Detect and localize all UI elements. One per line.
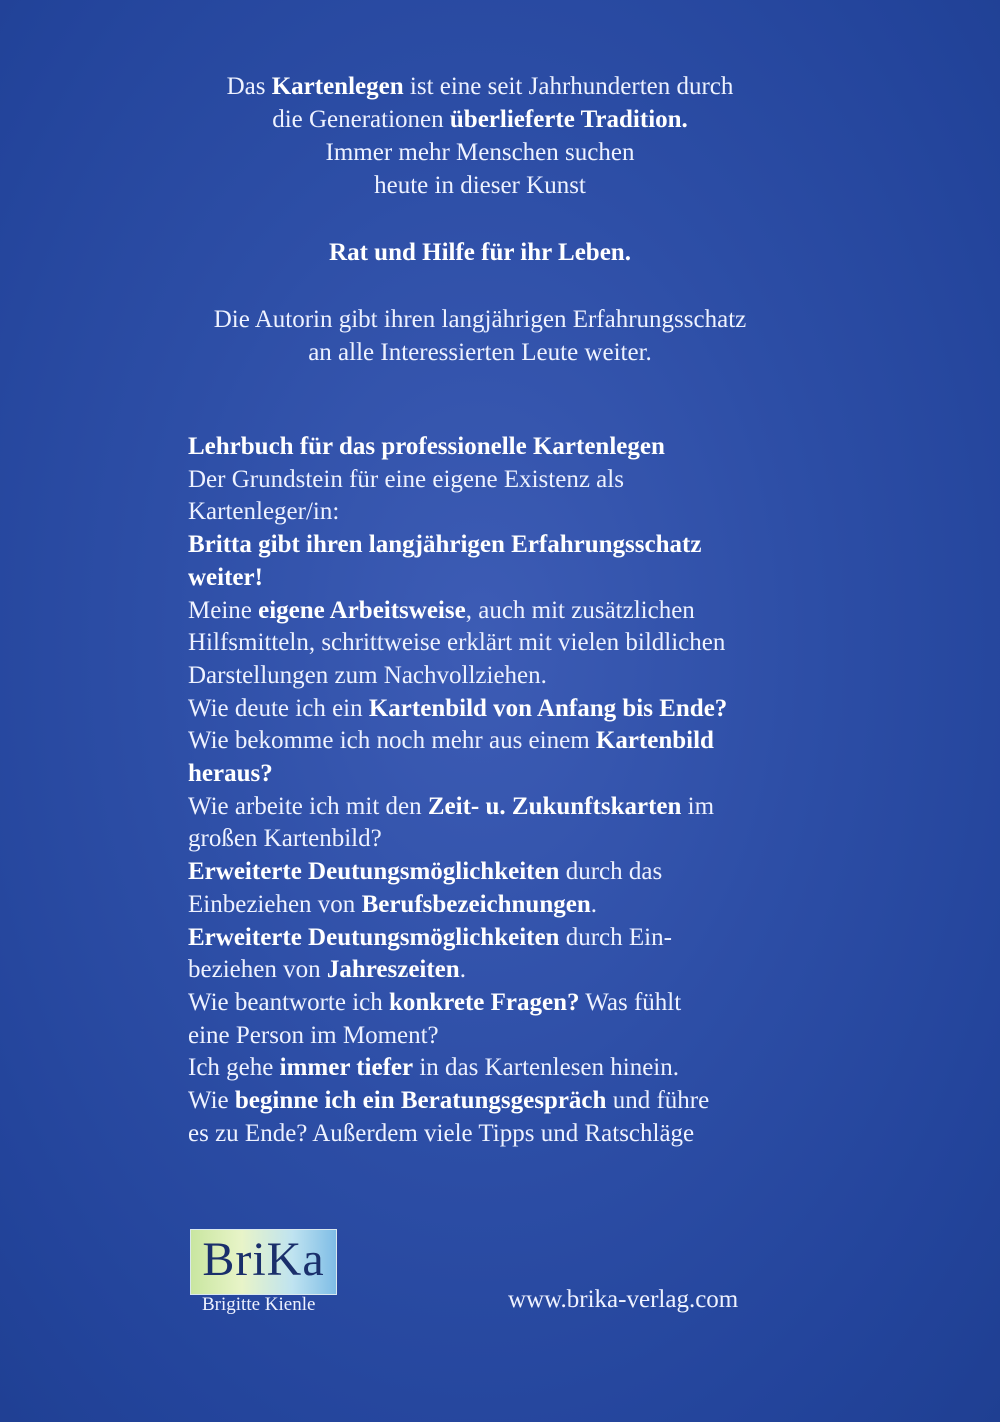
body-line: weiter! <box>188 563 263 591</box>
website-url: www.brika-verlag.com <box>508 1286 739 1313</box>
intro-line-4: heute in dieser Kunst <box>374 172 586 199</box>
intro-text <box>100 70 860 369</box>
body-line: Wie deute ich ein Kartenbild von Anfang bis Ende? <box>188 694 728 722</box>
body-line: Darstellungen zum Nachvollziehen. <box>188 661 547 689</box>
body-line: Erweiterte Deutungsmöglichkeiten durch Ein- <box>188 923 672 951</box>
intro-line-3: Immer mehr Menschen suchen <box>325 139 635 166</box>
book-subtitle: Lehrbuch für das professionelle Kartenlegen <box>188 433 665 460</box>
body-line: Wie beantworte ich konkrete Fragen? Was fühlt <box>188 988 682 1016</box>
body-line: Einbeziehen von Berufsbezeichnungen. <box>188 890 597 918</box>
logo-text: BriKa <box>202 1233 325 1286</box>
intro-line-1: Das Kartenlegen ist eine seit Jahrhunderten durch <box>226 73 734 100</box>
publisher-name: Brigitte Kienle <box>202 1294 316 1315</box>
intro-highlight: Rat und Hilfe für ihr Leben. <box>329 239 631 266</box>
body-line: Ich gehe immer tiefer in das Kartenlesen hinein. <box>188 1054 680 1082</box>
publisher-logo <box>190 1229 337 1295</box>
body-line: Hilfsmitteln, schrittweise erklärt mit vielen bildlichen <box>188 629 726 657</box>
body-line: Der Grundstein für eine eigene Existenz als <box>188 465 624 493</box>
intro-line-6: Die Autorin gibt ihren langjährigen Erfahrungsschatz <box>213 306 747 333</box>
body-line: heraus? <box>188 760 273 788</box>
body-line: es zu Ende? Außerdem viele Tipps und Ratschläge <box>188 1119 695 1147</box>
body-line: Wie arbeite ich mit den Zeit- u. Zukunftskarten im <box>188 792 715 820</box>
description-text <box>188 431 828 1150</box>
intro-line-2: die Generationen überlieferte Tradition. <box>272 106 688 133</box>
body-line: eine Person im Moment? <box>188 1021 439 1049</box>
body-line: Wie beginne ich ein Beratungsgespräch und führe <box>188 1087 710 1115</box>
body-line: beziehen von Jahreszeiten. <box>188 956 466 984</box>
body-line: Britta gibt ihren langjährigen Erfahrungsschatz <box>188 531 702 559</box>
body-line: großen Kartenbild? <box>188 825 382 853</box>
body-line: Wie bekomme ich noch mehr aus einem Kartenbild <box>188 727 714 755</box>
body-line: Meine eigene Arbeitsweise, auch mit zusätzlichen <box>188 596 695 624</box>
intro-line-7: an alle Interessierten Leute weiter. <box>308 339 652 366</box>
body-line: Erweiterte Deutungsmöglichkeiten durch das <box>188 858 663 886</box>
body-line: Kartenleger/in: <box>188 498 340 526</box>
